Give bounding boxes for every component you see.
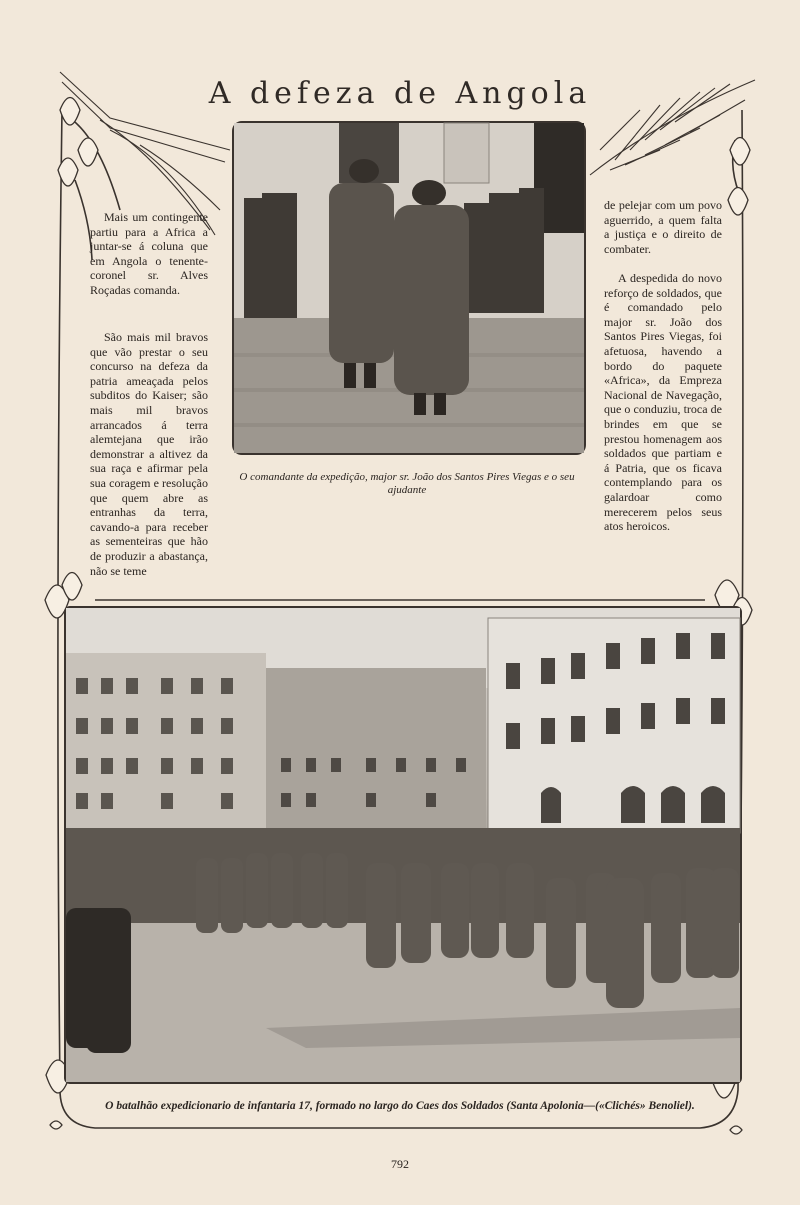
article-column-left (90, 210, 208, 298)
article-column-left-lower (90, 330, 208, 578)
lily-ornament-top-right (728, 138, 750, 216)
page-number: 792 (391, 1157, 409, 1171)
article-column-right (604, 198, 722, 256)
bottom-photo-caption: O batalhão expedicionario de infantaria 17, formado no largo do Caes dos Soldados (Santa Apolonia—(«Clichés» Benoliel). (105, 1100, 695, 1112)
article-title: A defeza de Angola (208, 76, 592, 112)
paragraph: de pelejar com um povo aguerrido, a quem falta a justiça e o direito de combater. (604, 198, 722, 256)
article-column-right-lower (604, 271, 722, 534)
top-photo-caption: O comandante da expedição, major sr. João dos Santos Pires Viegas e o seu ajudante (239, 471, 575, 496)
photo-commander-and-aide (232, 121, 586, 455)
photo-battalion-formation (64, 606, 742, 1084)
paragraph: Mais um contingente partiu para a Africa a juntar-se á coluna que em Angola o tenente-coronel sr. Alves Roçadas comanda. (90, 210, 208, 297)
paragraph: São mais mil bravos que vão prestar o seu concurso na defeza da patria ameaçada pelos subditos do Kaiser; são mais mil bravos arrancados á terra alemtejana que irão demonstrar a altivez da sua raça e afirmar pela sua coragem e resolução que quem abre as entranhas da terra, cavando-a para receber as sementeiras que hão de produzir a abastança, não se teme (90, 330, 208, 578)
paragraph: A despedida do novo reforço de soldados, que é comandado pelo major sr. João dos Santos Pires Viegas, foi afetuosa, havendo a bordo do paquete «Africa», da Empreza Nacional de Navegação, que o conduziu, troca de brindes em que se prestou homenagem aos soldados que partiam e á Patria, que os ficava contemplando para os galardoar como merecerem pelos seus atos heroicos. (604, 271, 722, 534)
